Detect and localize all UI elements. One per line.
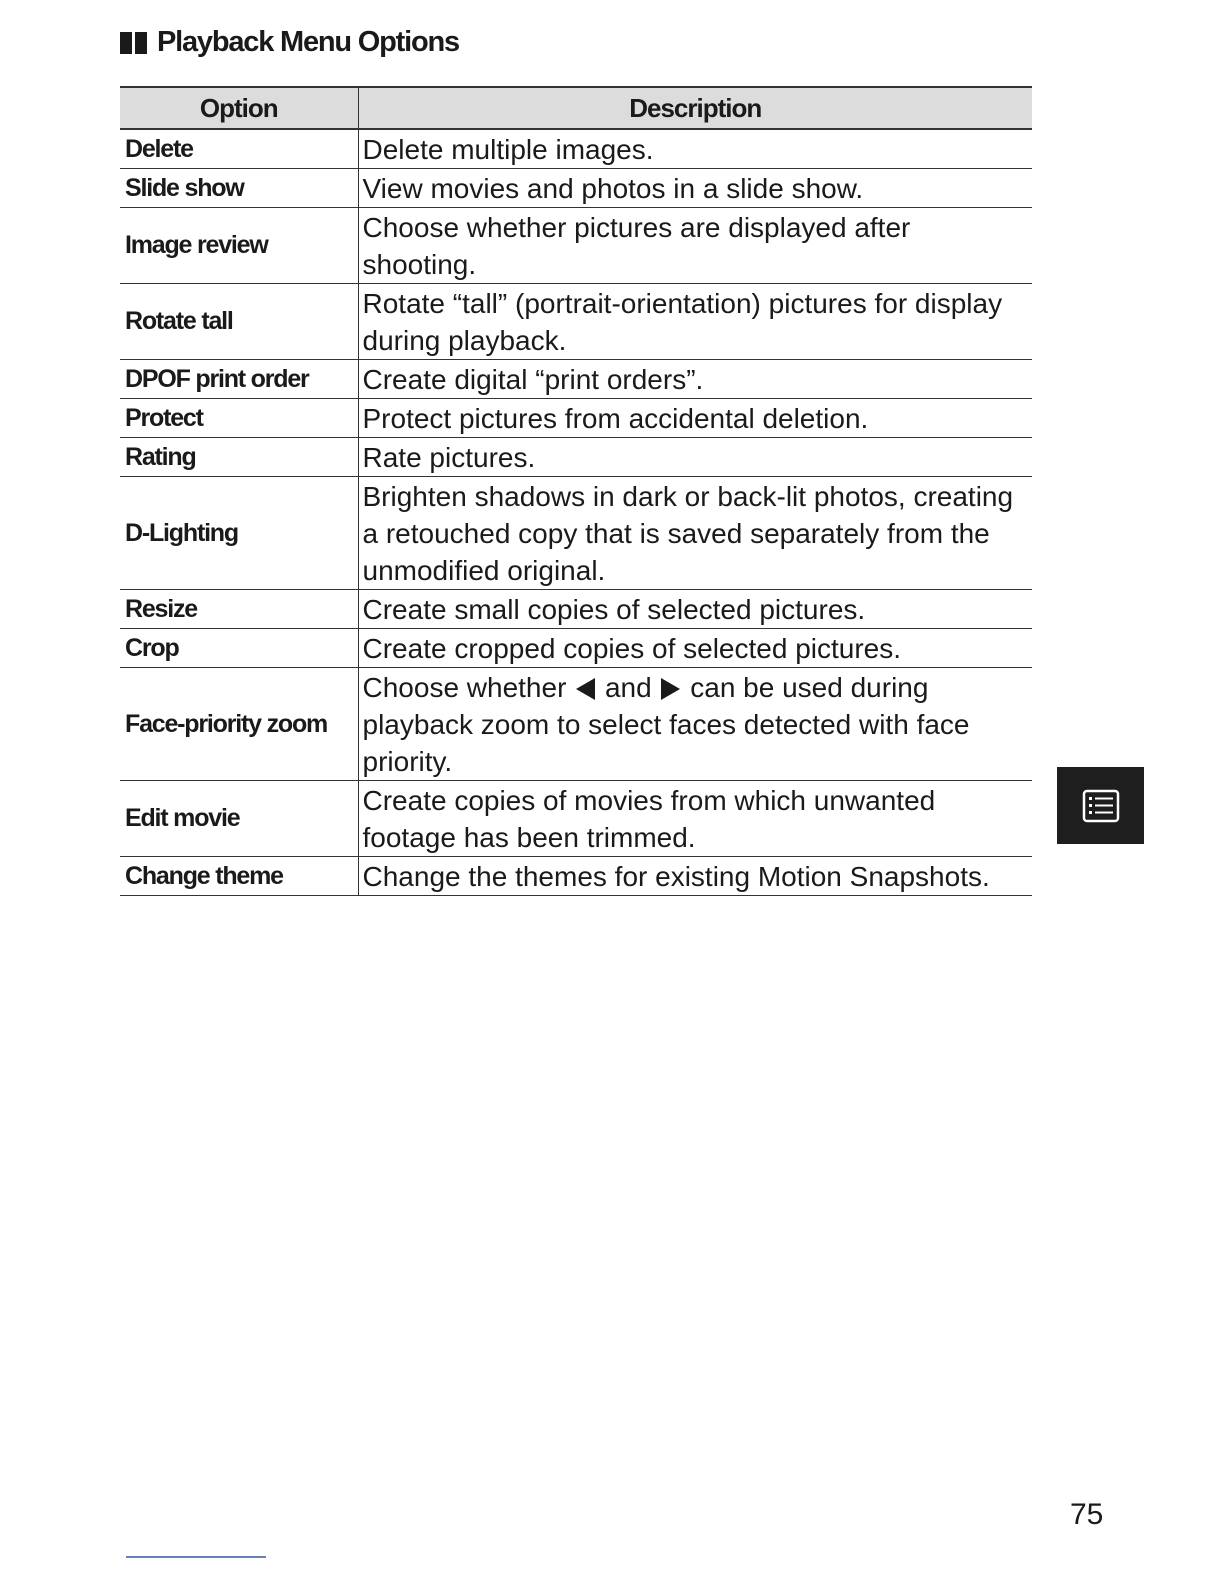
option-description: Delete multiple images. <box>358 129 1032 169</box>
option-description: Choose whether pictures are displayed after shooting. <box>358 208 1032 284</box>
description-part: can be used during playback zoom to select faces detected with face priority. <box>362 671 970 777</box>
playback-menu-tab <box>1057 767 1144 844</box>
table-row <box>120 284 1032 360</box>
table-row <box>120 208 1032 284</box>
option-name: Image review <box>120 208 358 284</box>
table-row <box>120 477 1032 590</box>
option-description: Brighten shadows in dark or back-lit photos, creating a retouched copy that is saved separately from the unmodified original. <box>358 477 1032 590</box>
option-description <box>358 668 1032 781</box>
option-name: Change theme <box>120 857 358 896</box>
option-name: Resize <box>120 590 358 629</box>
option-name: Crop <box>120 629 358 668</box>
table-row <box>120 781 1032 857</box>
table-row <box>120 668 1032 781</box>
description-part: and <box>604 671 652 703</box>
option-description: View movies and photos in a slide show. <box>358 169 1032 208</box>
table-row <box>120 590 1032 629</box>
option-name: D-Lighting <box>120 477 358 590</box>
option-description: Create cropped copies of selected pictures. <box>358 629 1032 668</box>
table-row <box>120 399 1032 438</box>
option-description: Create small copies of selected pictures. <box>358 590 1032 629</box>
option-name: Rotate tall <box>120 284 358 360</box>
option-name: Protect <box>120 399 358 438</box>
table-row <box>120 360 1032 399</box>
option-description: Rate pictures. <box>358 438 1032 477</box>
description-column-header: Description <box>358 87 1032 129</box>
option-description: Create copies of movies from which unwanted footage has been trimmed. <box>358 781 1032 857</box>
option-description: Rotate “tall” (portrait-orientation) pictures for display during playback. <box>358 284 1032 360</box>
page-number: 75 <box>1070 1498 1104 1531</box>
option-name: Face-priority zoom <box>120 668 358 781</box>
section-heading <box>120 26 459 59</box>
footer-divider <box>126 1556 266 1558</box>
option-name: DPOF print order <box>120 360 358 399</box>
playback-options-table <box>120 86 1032 896</box>
option-name: Edit movie <box>120 781 358 857</box>
option-name: Rating <box>120 438 358 477</box>
right-arrow-icon <box>661 678 680 700</box>
table-row <box>120 169 1032 208</box>
heading-marker-icon <box>120 32 147 54</box>
heading-text: Playback Menu Options <box>157 26 459 58</box>
left-arrow-icon <box>576 678 595 700</box>
option-name: Delete <box>120 129 358 169</box>
table-row <box>120 129 1032 169</box>
playback-menu-icon <box>1081 788 1121 824</box>
option-name: Slide show <box>120 169 358 208</box>
description-part: Choose whether <box>362 671 567 703</box>
table-row <box>120 438 1032 477</box>
option-description: Change the themes for existing Motion Snapshots. <box>358 857 1032 896</box>
option-column-header: Option <box>120 87 358 129</box>
table-header-row <box>120 87 1032 129</box>
option-description: Create digital “print orders”. <box>358 360 1032 399</box>
table-row <box>120 629 1032 668</box>
option-description: Protect pictures from accidental deletion. <box>358 399 1032 438</box>
table-row <box>120 857 1032 896</box>
